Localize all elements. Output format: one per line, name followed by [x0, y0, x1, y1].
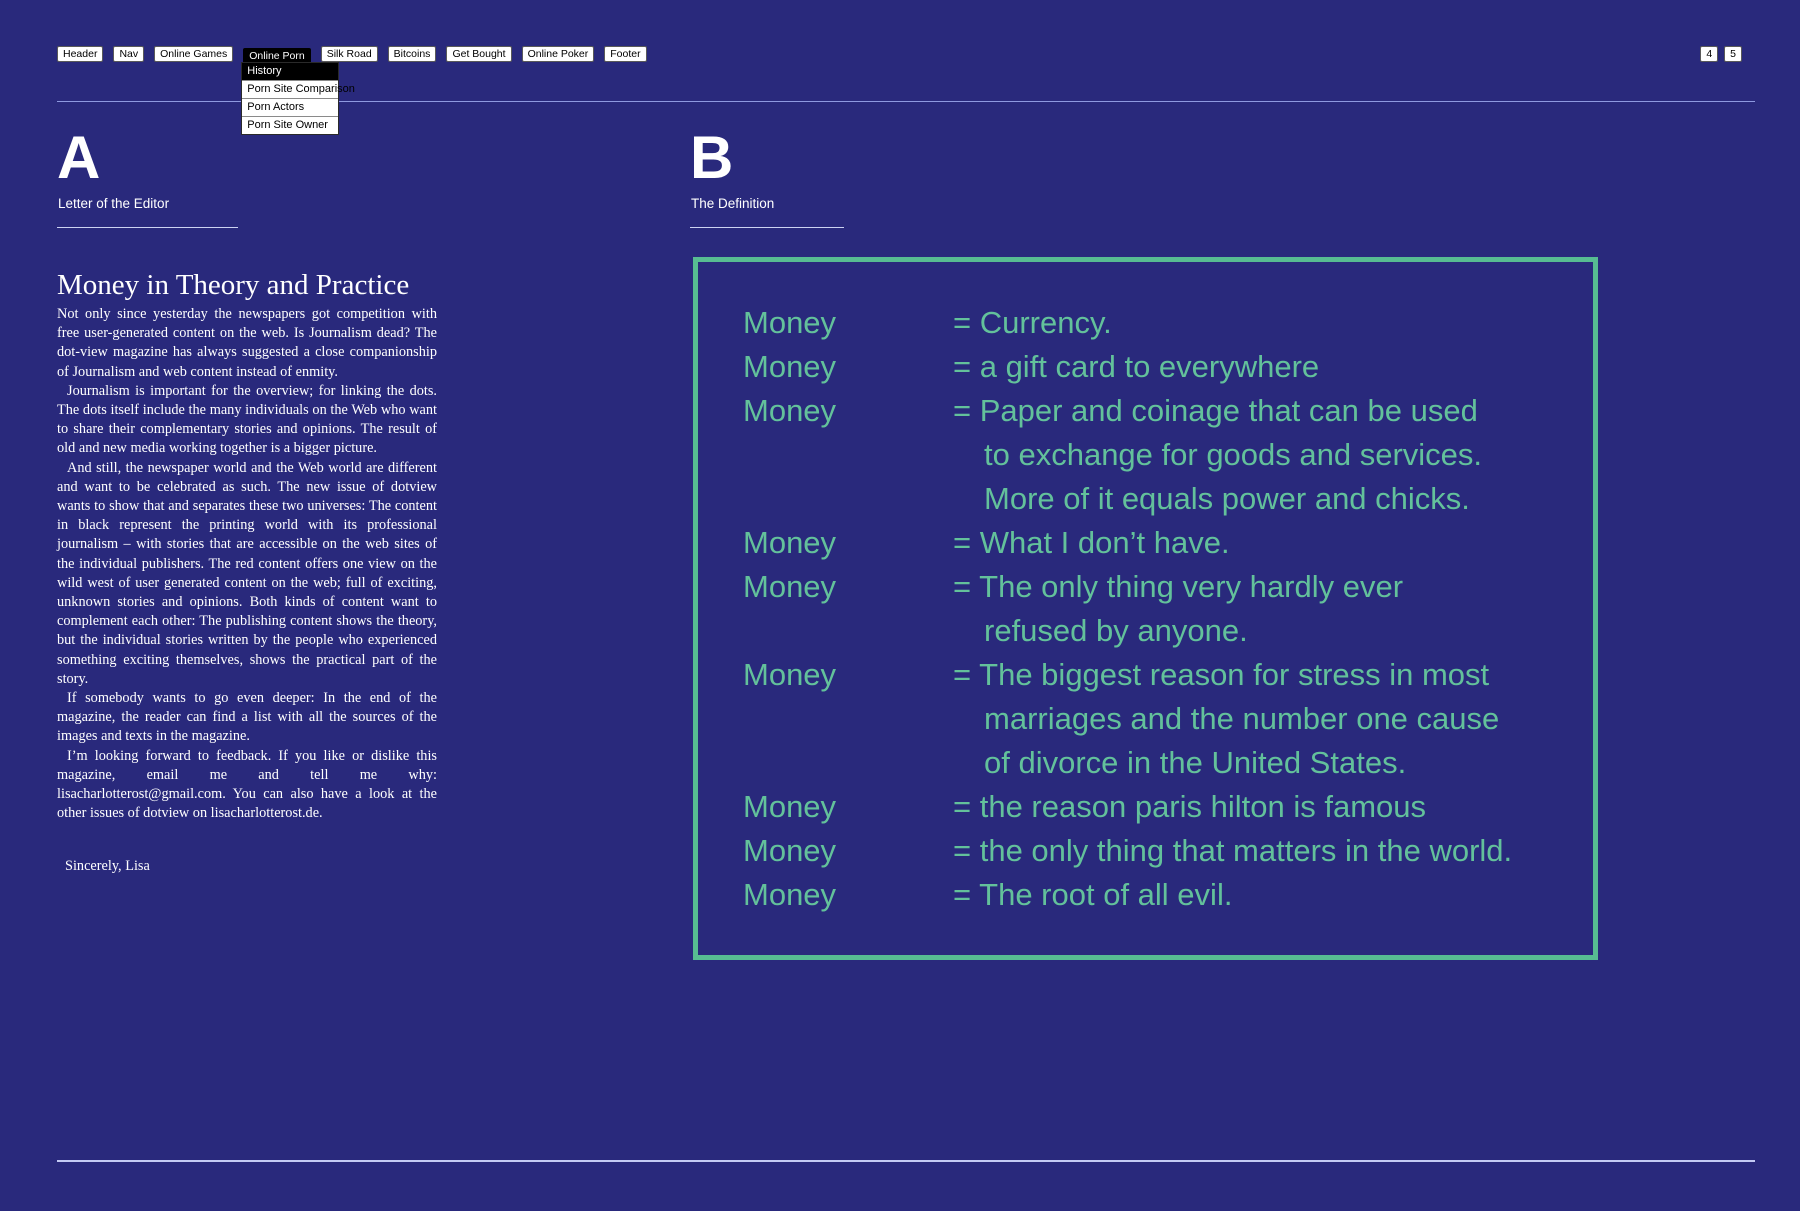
- definition-line: to exchange for goods and services.: [984, 437, 1483, 472]
- editor-paragraph: I’m looking forward to feedback. If you like or dislike this magazine, email me and tell me why: lisacharlotterost@gmail.com. You can also have a look at the other issues of dotview on lisacharlotterost.de.: [57, 747, 437, 822]
- definition-body: [953, 345, 1583, 389]
- definition-line: = the only thing that matters in the world.: [953, 833, 1513, 868]
- section-a-rule: [57, 227, 238, 228]
- definition-term: Money: [743, 525, 837, 560]
- definition-body: [953, 653, 1583, 785]
- section-the-definition: [690, 0, 1610, 1100]
- definition-row: [743, 521, 1593, 565]
- page-button-4[interactable]: 4: [1700, 46, 1718, 62]
- editor-letter-body: [57, 305, 437, 823]
- definition-body: [953, 301, 1583, 345]
- definition-term: Money: [743, 877, 837, 912]
- definition-body: [953, 389, 1583, 521]
- nav-button-online-porn[interactable]: Online Porn: [243, 48, 310, 64]
- online-porn-dropdown-menu: [241, 62, 355, 135]
- editor-signoff: Sincerely, Lisa: [65, 858, 150, 874]
- definition-body: [953, 565, 1583, 653]
- dropdown-item-porn-site-comparison[interactable]: Porn Site Comparison: [242, 81, 338, 99]
- section-a-subtitle: Letter of the Editor: [58, 196, 170, 211]
- definition-box: [693, 257, 1598, 960]
- editor-paragraph: Journalism is important for the overview; for linking the dots. The dots itself include the many individuals on the Web who want to share their complementary stories and opinions. The result of old and new media working together is a bigger picture.: [57, 382, 437, 457]
- definition-body: [953, 829, 1583, 873]
- top-navbar: [57, 46, 647, 131]
- section-b-letter: B: [690, 124, 734, 191]
- definition-term: Money: [743, 305, 837, 340]
- nav-button-online-games[interactable]: Online Games: [154, 46, 233, 62]
- definition-line: = Currency.: [953, 305, 1112, 340]
- dropdown-item-history[interactable]: History: [242, 63, 338, 81]
- definition-line: = Paper and coinage that can be used: [953, 393, 1478, 428]
- nav-button-get-bought[interactable]: Get Bought: [446, 46, 511, 62]
- definition-term: Money: [743, 393, 837, 428]
- definition-line: = a gift card to everywhere: [953, 349, 1320, 384]
- definition-term: Money: [743, 657, 837, 692]
- definition-line: = The biggest reason for stress in most: [953, 657, 1490, 692]
- definition-line: More of it equals power and chicks.: [984, 481, 1470, 516]
- section-b-rule: [690, 227, 844, 228]
- definition-row: [743, 873, 1593, 917]
- nav-button-online-poker[interactable]: Online Poker: [522, 46, 595, 62]
- nav-button-footer[interactable]: Footer: [604, 46, 646, 62]
- definition-line: = What I don’t have.: [953, 525, 1230, 560]
- dropdown-item-porn-actors[interactable]: Porn Actors: [242, 99, 338, 117]
- definition-row: [743, 345, 1593, 389]
- dropdown-item-porn-site-owner[interactable]: Porn Site Owner: [242, 117, 338, 134]
- definition-body: [953, 785, 1583, 829]
- nav-button-bitcoins[interactable]: Bitcoins: [388, 46, 437, 62]
- definition-row: [743, 389, 1593, 521]
- definition-row: [743, 565, 1593, 653]
- section-a-letter: A: [57, 124, 101, 191]
- editor-paragraph: And still, the newspaper world and the Web world are different and want to be celebrated as such. The new issue of dotview wants to show that and separates these two universes: The content in black represent the printing world with its professional journalism – with stories that are accessible on the web sites of the individual publishers. The red content offers one view on the wild west of user generated content on the web; full of exciting, unknown stories and opinions. Both kinds of content want to complement each other: The publishing content shows the theory, but the individual stories written by the people who experienced something exciting themselves, shows the practical part of the story.: [57, 459, 437, 687]
- article-title: Money in Theory and Practice: [57, 269, 410, 302]
- nav-button-header[interactable]: Header: [57, 46, 103, 62]
- definition-line: of divorce in the United States.: [984, 745, 1407, 780]
- nav-button-nav[interactable]: Nav: [113, 46, 144, 62]
- definition-line: = the reason paris hilton is famous: [953, 789, 1427, 824]
- definition-term: Money: [743, 349, 837, 384]
- definition-term: Money: [743, 569, 837, 604]
- definition-row: [743, 785, 1593, 829]
- definition-line: = The root of all evil.: [953, 877, 1233, 912]
- definition-term: Money: [743, 789, 837, 824]
- page-pager: [1700, 46, 1742, 62]
- section-b-subtitle: The Definition: [691, 196, 775, 211]
- definition-line: = The only thing very hardly ever: [953, 569, 1404, 604]
- section-letter-of-the-editor: [57, 0, 437, 1100]
- nav-button-silk-road[interactable]: Silk Road: [321, 46, 378, 62]
- definition-body: [953, 521, 1583, 565]
- definition-row: [743, 653, 1593, 785]
- page-button-5[interactable]: 5: [1724, 46, 1742, 62]
- definition-body: [953, 873, 1583, 917]
- editor-paragraph: Not only since yesterday the newspapers got competition with free user-generated content on the web. Is Journalism dead? The dot-view magazine has always suggested a close companionship of Journalism and web content instead of enmity.: [57, 306, 437, 380]
- definition-row: [743, 829, 1593, 873]
- editor-paragraph: If somebody wants to go even deeper: In the end of the magazine, the reader can find a list with all the sources of the images and texts in the magazine.: [57, 690, 437, 745]
- bottom-divider: [57, 1160, 1755, 1162]
- definition-line: refused by anyone.: [984, 613, 1248, 648]
- definition-row: [743, 301, 1593, 345]
- definition-line: marriages and the number one cause: [984, 701, 1500, 736]
- definition-term: Money: [743, 833, 837, 868]
